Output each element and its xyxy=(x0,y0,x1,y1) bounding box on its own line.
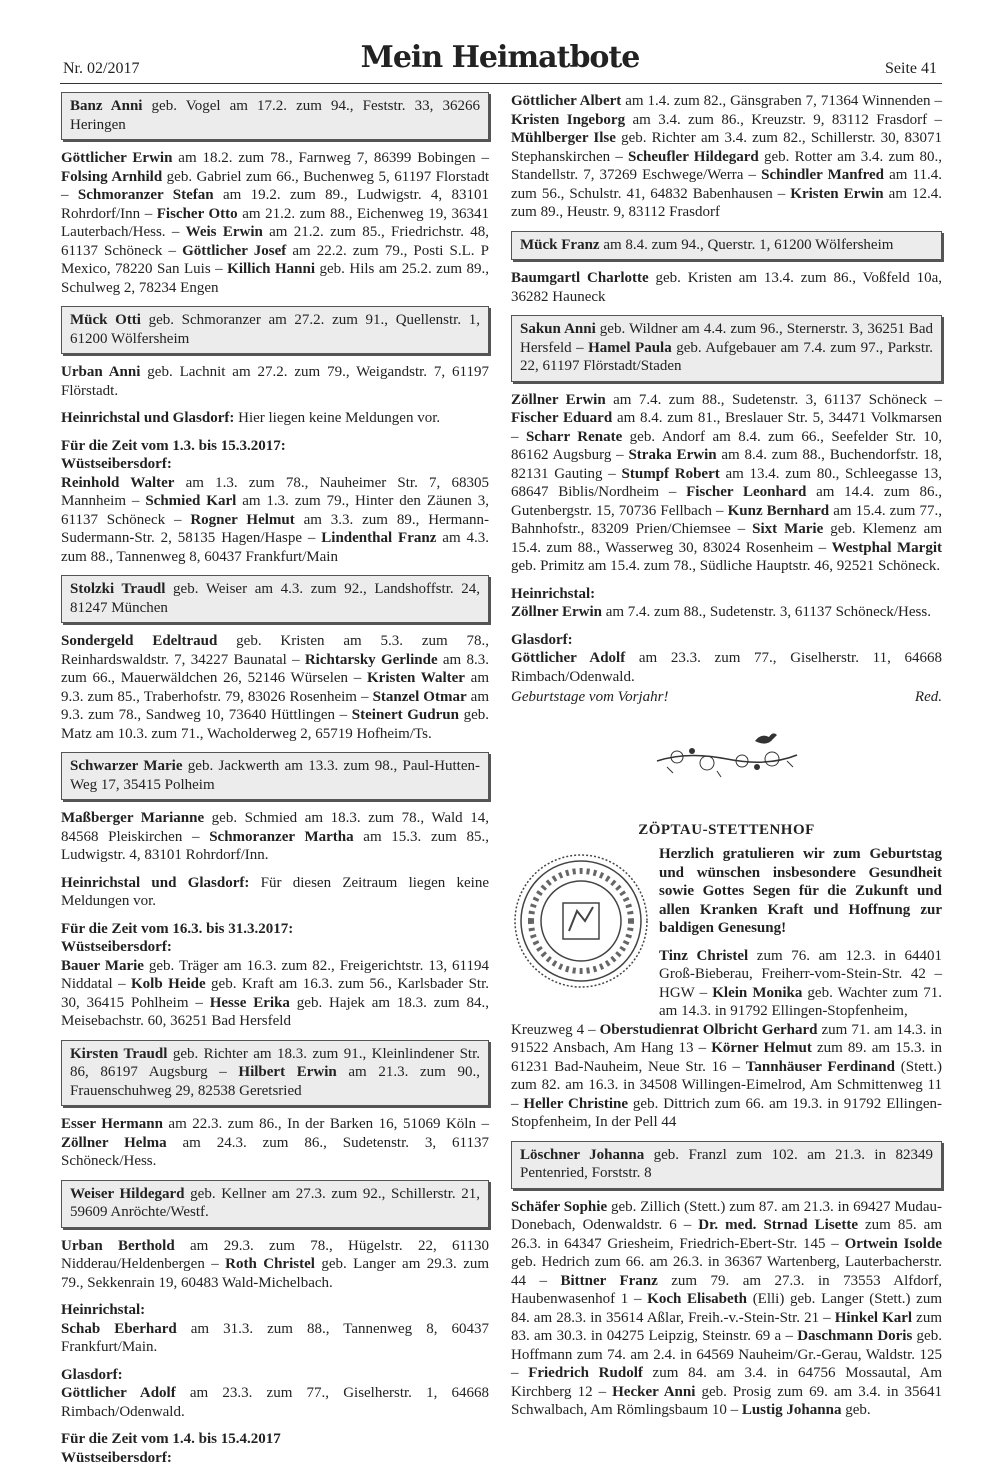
boxed-entry xyxy=(61,752,489,800)
entry-text: geb. Andorf am 8.4. zum 66., Seefelder Str. 10, 86162 Augsburg – xyxy=(511,429,942,464)
entry-paragraph xyxy=(659,947,942,1021)
entry-text: zum 76. am 12.3. in 64401 Groß-Bieberau, Freiherr-vom-Stein-Str. 42 – HGW – xyxy=(659,948,942,1001)
person-name: Daschmann Doris xyxy=(797,1328,912,1344)
entry-text: am 8.4. zum 88., Buchendorfstr. 18, 82131 Gauting – xyxy=(511,447,942,482)
entry-paragraph xyxy=(61,632,489,743)
entry-text: (Elli) geb. Langer (Stett.) zum 84. am 28.3. in 35614 Aßlar, Freih.-v.-Stein-Str. 21 – xyxy=(511,1291,942,1326)
entry-text: am 24.3. zum 86., Sudetenstr. 3, 61137 Schöneck/Hess. xyxy=(61,1135,489,1170)
person-name: Richtarsky Gerlinde xyxy=(305,652,438,668)
person-name: Banz Anni xyxy=(70,98,142,114)
entry-text: geb. Wachter zum 71. am 14.3. in 91792 Ellingen-Stopfenheim, xyxy=(659,985,942,1020)
entry-text: geb. Hoffmann zum 74. am 2.4. in 64569 Nauheim/Gr.-Gerau, Waldstr. 125 – xyxy=(511,1328,942,1381)
entry-text: geb. Kristen am 13.4. zum 86., Voßfeld 10a, 36282 Hauneck xyxy=(511,270,942,305)
person-name: Hecker Anni xyxy=(612,1384,695,1400)
person-name: Kolb Heide xyxy=(131,976,206,992)
entry-text: am 21.2. zum 88., Eichenweg 19, 36341 Lauterbach/Hess. – xyxy=(61,206,489,241)
person-name: Reinhold Walter xyxy=(61,475,174,491)
entry-text: am 3.4. zum 86., Kreuzstr. 9, 83112 Frasdorf – xyxy=(625,112,942,128)
entry-text: geb. Richter am 3.4. zum 82., Schillerstr. 30, 83071 Stephanskirchen – xyxy=(511,130,942,165)
entry-paragraph xyxy=(61,474,489,567)
page-number: Seite 41 xyxy=(885,60,937,78)
person-name: Fischer Leonhard xyxy=(686,484,806,500)
person-name: Schmoranzer Stefan xyxy=(78,187,214,203)
entry-text: geb. Kellner am 27.3. zum 92., Schillerstr. 21, 59609 Anröchte/Westf. xyxy=(70,1186,480,1221)
no-reports-note xyxy=(61,874,489,911)
person-name: Baumgartl Charlotte xyxy=(511,270,649,286)
person-name: Zöllner Helma xyxy=(61,1135,167,1151)
person-name: Stumpf Robert xyxy=(622,466,720,482)
entry-text: geb. Matz am 10.3. zum 71., Wacholderweg 2, 65719 Hofheim/Ts. xyxy=(61,707,489,742)
entry-text: zum 89. am 15.3. in 61231 Bad-Nauheim, Neue Str. 16 – xyxy=(511,1040,942,1075)
person-name: Klein Monika xyxy=(712,985,802,1001)
person-name: Hinkel Karl xyxy=(835,1310,912,1326)
person-name: Urban Berthold xyxy=(61,1238,175,1254)
boxed-entry xyxy=(511,315,942,382)
entry-paragraph xyxy=(61,809,489,865)
entry-text: am 21.2. zum 85., Friedrichstr. 48, 61137 Schöneck – xyxy=(61,224,489,259)
entry-text: geb. Hedrich zum 66. am 26.3. in 36367 Wartenberg, Lauterbacherstr. 44 – xyxy=(511,1254,942,1289)
entry-paragraph xyxy=(511,269,942,306)
person-name: Kristen Erwin xyxy=(790,186,883,202)
entry-text: zum 71. am 14.3. in 91522 Ansbach, Am Hang 13 – xyxy=(511,1022,942,1057)
entry-text: am 3.3. zum 89., Hermann-Sudermann-Str. 2, 58135 Hagen/Haspe – xyxy=(61,512,489,547)
person-name: Heinrichstal und Glasdorf: xyxy=(61,875,249,891)
entry-text: am 7.4. zum 88., Sudetenstr. 3, 61137 Schöneck/Hess. xyxy=(602,604,931,620)
person-name: Mück Franz xyxy=(520,237,600,253)
entry-text: am 9.3. zum 78., Sandweg 10, 73640 Hüttlingen – xyxy=(61,689,489,724)
entry-text: geb. Weiser am 4.3. zum 92., Landshoffstr. 24, 81247 München xyxy=(70,581,480,616)
village-heading: Wüstseibersdorf: xyxy=(61,455,489,474)
entry-text: geb. xyxy=(841,1402,870,1418)
note-text: Geburtstage vom Vorjahr! xyxy=(511,688,669,707)
entry-text: geb. Langer am 29.3. zum 79., Sekkenrain 19, 60483 Wald-Michelbach. xyxy=(61,1256,489,1291)
person-name: Schäfer Sophie xyxy=(511,1199,607,1215)
person-name: Folsing Arnhild xyxy=(61,169,162,185)
entry-text: geb. Hajek am 18.3. zum 84., Meisebachstr. 60, 36251 Bad Hersfeld xyxy=(61,995,489,1030)
entry-text: geb. Prosig zum 69. am 3.4. in 35641 Schwalbach, Am Römlingsbaum 10 – xyxy=(511,1384,942,1419)
entry-text: geb. Hils am 25.2. zum 89., Schulweg 2, 78234 Engen xyxy=(61,261,489,296)
note-signature: Red. xyxy=(915,688,942,707)
person-name: Rogner Helmut xyxy=(190,512,294,528)
village-heading: Glasdorf: xyxy=(61,1366,489,1385)
entry-text: Hier liegen keine Meldungen vor. xyxy=(234,410,440,426)
entry-text: geb. Gabriel zum 66., Buchenweg 5, 61197 Florstadt – xyxy=(61,169,489,204)
entry-paragraph xyxy=(511,1021,942,1132)
person-name: Tannhäuser Ferdinand xyxy=(746,1059,895,1075)
entry-text: geb. Richter am 18.3. zum 91., Kleinlindener Str. 86, 86197 Augsburg – xyxy=(70,1046,480,1081)
entry-text: am 19.2. zum 89., Ludwigstr. 4, 83101 Rohrdorf/Inn – xyxy=(61,187,489,222)
entry-text: am 9.3. zum 85., Traberhofstr. 79, 83026 Rosenheim – xyxy=(61,670,489,705)
right-column xyxy=(511,92,942,1429)
entry-text: am 29.3. zum 78., Hügelstr. 22, 61130 Nidderau/Heldenbergen – xyxy=(61,1238,489,1273)
entry-text: am 31.3. zum 88., Tannenweg 8, 60437 Frankfurt/Main. xyxy=(61,1321,489,1356)
entry-text: am 18.2. zum 78., Farnweg 7, 86399 Bobingen – xyxy=(172,150,489,166)
person-name: Weiser Hildegard xyxy=(70,1186,185,1202)
boxed-entry xyxy=(511,231,942,261)
person-name: Kristen Ingeborg xyxy=(511,112,625,128)
municipal-seal-icon xyxy=(511,851,651,991)
person-name: Sondergeld Edeltraud xyxy=(61,633,217,649)
person-name: Steinert Gudrun xyxy=(352,707,459,723)
entry-text: (Stett.) zum 82. am 16.3. in 34508 Willingen-Eimelrod, Am Schmittenweg 11 – xyxy=(511,1059,942,1112)
entry-text: am 13.4. zum 80., Schleegasse 13, 68647 Biblis/Nordheim – xyxy=(511,466,942,501)
entry-text: geb. Rotter am 3.4. zum 80., Standellstr. 7, 37269 Eschwege/Werra – xyxy=(511,149,942,184)
person-name: Göttlicher Josef xyxy=(182,243,286,259)
entry-text: zum 84. am 3.4. in 64756 Mossautal, Am Kirchberg 12 – xyxy=(511,1365,942,1400)
entry-text: am 1.3. zum 79., Hinter den Zäunen 3, 61137 Schöneck – xyxy=(61,493,489,528)
person-name: Sakun Anni xyxy=(520,321,596,337)
person-name: Stanzel Otmar xyxy=(373,689,467,705)
person-name: Weis Erwin xyxy=(186,224,263,240)
entry-text: geb. Franzl zum 102. am 21.3. in 82349 Pentenried, Forststr. 8 xyxy=(520,1147,933,1182)
person-name: Lindenthal Franz xyxy=(321,530,436,546)
person-name: Westphal Margit xyxy=(832,540,942,556)
entry-text: geb. Schmied am 18.3. zum 78., Wald 14, 84568 Pleiskirchen – xyxy=(61,810,489,845)
floral-bird-icon xyxy=(647,721,807,781)
person-name: Lustig Johanna xyxy=(742,1402,842,1418)
entry-text: am 23.3. zum 77., Giselherstr. 1, 64668 Rimbach/Odenwald. xyxy=(61,1385,489,1420)
boxed-entry xyxy=(511,1141,942,1189)
entry-text: geb. Klemenz am 15.4. zum 88., Wasserweg 30, 83024 Rosenheim – xyxy=(511,521,942,556)
entry-paragraph xyxy=(511,603,942,622)
entry-paragraph xyxy=(511,92,942,222)
person-name: Stolzki Traudl xyxy=(70,581,165,597)
person-name: Schab Eberhard xyxy=(61,1321,177,1337)
entry-text: geb. Schmoranzer am 27.2. zum 91., Quellenstr. 1, 61200 Wölfersheim xyxy=(70,312,480,347)
village-heading: Glasdorf: xyxy=(511,631,942,650)
entry-text: am 22.3. zum 86., In der Barken 16, 51069 Köln – xyxy=(163,1116,489,1132)
entry-paragraph xyxy=(61,1384,489,1421)
boxed-entry xyxy=(61,306,489,354)
person-name: Oberstudienrat Olbricht Gerhard xyxy=(600,1022,818,1038)
person-name: Göttlicher Albert xyxy=(511,93,621,109)
person-name: Schmoranzer Martha xyxy=(209,829,353,845)
entry-text: geb. Aufgebauer am 7.4. zum 97., Parkstr. 22, 61197 Flörstadt/Staden xyxy=(520,340,933,375)
person-name: Göttlicher Adolf xyxy=(511,650,625,666)
entry-text: am 15.4. zum 77., Bahnhofstr., 83209 Prien/Chiemsee – xyxy=(511,503,942,538)
entry-text: zum 85. am 26.3. in 64347 Griesheim, Friedrich-Ebert-Str. 145 – xyxy=(511,1217,942,1252)
entry-text: am 8.4. zum 94., Querstr. 1, 61200 Wölfersheim xyxy=(600,237,894,253)
entry-text: zum 83. am 30.3. in 04275 Leipzig, Steinstr. 69 a – xyxy=(511,1310,942,1345)
entry-text: am 7.4. zum 88., Sudetenstr. 3, 61137 Schöneck – xyxy=(606,392,942,408)
person-name: Koch Elisabeth xyxy=(647,1291,747,1307)
floral-ornament xyxy=(511,721,942,781)
no-reports-note xyxy=(61,409,489,428)
entry-text: geb. Vogel am 17.2. zum 94., Feststr. 33, 36266 Heringen xyxy=(70,98,480,133)
person-name: Heller Christine xyxy=(523,1096,628,1112)
person-name: Hesse Erika xyxy=(210,995,290,1011)
person-name: Fischer Eduard xyxy=(511,410,612,426)
person-name: Sixt Marie xyxy=(752,521,823,537)
entry-text: geb. Träger am 16.3. zum 82., Freigerichtstr. 13, 61194 Niddatal – xyxy=(61,958,489,993)
person-name: Friedrich Rudolf xyxy=(528,1365,643,1381)
village-heading: Wüstseibersdorf: xyxy=(61,938,489,957)
entry-text: Für diesen Zeitraum liegen keine Meldungen vor. xyxy=(61,875,489,910)
entry-text: am 11.4. zum 56., Schulstr. 41, 64832 Babenhausen – xyxy=(511,167,942,202)
entry-text: am 1.3. zum 78., Nauheimer Str. 7, 68305 Mannheim – xyxy=(61,475,489,510)
person-name: Kunz Bernhard xyxy=(728,503,830,519)
person-name: Dr. med. Strnad Lisette xyxy=(698,1217,858,1233)
person-name: Kirsten Traudl xyxy=(70,1046,167,1062)
village-heading: Heinrichstal: xyxy=(61,1301,489,1320)
person-name: Kristen Walter xyxy=(367,670,465,686)
person-name: Göttlicher Adolf xyxy=(61,1385,176,1401)
entry-text: am 22.2. zum 79., Posti S.L. P Mexico, 78220 San Luis – xyxy=(61,243,489,278)
greeting-block xyxy=(511,845,942,1021)
section-title: ZÖPTAU-STETTENHOF xyxy=(511,821,942,840)
person-name: Zöllner Erwin xyxy=(511,392,606,408)
entry-text: am 15.3. zum 85., Ludwigstr. 4, 83101 Rohrdorf/Inn. xyxy=(61,829,489,864)
village-heading: Heinrichstal: xyxy=(511,585,942,604)
village-heading: Wüstseibersdorf: xyxy=(61,1449,489,1467)
person-name: Scheufler Hildegard xyxy=(628,149,759,165)
period-heading: Für die Zeit vom 1.4. bis 15.4.2017 xyxy=(61,1430,489,1449)
entry-text: geb. Dittrich zum 66. am 19.3. in 91792 Ellingen-Stopfenheim, In der Pell 44 xyxy=(511,1096,942,1131)
person-name: Schmied Karl xyxy=(145,493,236,509)
entry-text: geb. Kraft am 16.3. zum 56., Karlsbader Str. 30, 36415 Pohlheim – xyxy=(61,976,489,1011)
person-name: Hilbert Erwin xyxy=(238,1064,336,1080)
person-name: Heinrichstal und Glasdorf: xyxy=(61,410,234,426)
entry-text: geb. Wildner am 4.4. zum 96., Sternerstr. 3, 36251 Bad Hersfeld – xyxy=(520,321,933,356)
left-column xyxy=(61,92,489,1467)
entry-text: zum 79. am 27.3. in 73553 Alfdorf, Haubenwasenhof 1 – xyxy=(511,1273,942,1308)
person-name: Tinz Christel xyxy=(659,948,748,964)
editor-note xyxy=(511,688,942,707)
person-name: Straka Erwin xyxy=(628,447,716,463)
entry-paragraph xyxy=(61,1237,489,1293)
person-name: Urban Anni xyxy=(61,364,140,380)
entry-text: geb. Kristen am 5.3. zum 78., Reinhardswaldstr. 7, 34227 Baunatal – xyxy=(61,633,489,668)
entry-paragraph xyxy=(61,957,489,1031)
entry-text: am 8.3. zum 66., Mauerwäldchen 26, 52146 Würselen – xyxy=(61,652,489,687)
entry-text: Kreuzweg 4 – xyxy=(511,1022,600,1038)
entry-paragraph xyxy=(511,1198,942,1420)
entry-text: geb. Primitz am 15.4. zum 78., Südliche Hauptstr. 46, 92521 Schöneck. xyxy=(511,558,940,574)
person-name: Bittner Franz xyxy=(560,1273,657,1289)
person-name: Fischer Otto xyxy=(157,206,238,222)
entry-text: geb. Zillich (Stett.) zum 87. am 21.3. in 69427 Mudau-Donebach, Odenwaldstr. 6 – xyxy=(511,1199,942,1234)
person-name: Göttlicher Erwin xyxy=(61,150,172,166)
greeting-text: Herzlich gratulieren wir zum Geburtstag und wünschen insbesondere Gesundheit sowie Gottes Segen für die Zukunft und allen Kranken Kraft und Hoffnung zur baldigen Genesung! xyxy=(659,845,942,938)
entry-text: am 14.4. zum 86., Gutenbergstr. 15, 70736 Fellbach – xyxy=(511,484,942,519)
person-name: Löschner Johanna xyxy=(520,1147,644,1163)
masthead-logo: Mein Heimatbote xyxy=(0,40,1000,75)
person-name: Schindler Manfred xyxy=(761,167,884,183)
boxed-entry xyxy=(61,92,489,140)
person-name: Roth Christel xyxy=(225,1256,315,1272)
boxed-entry xyxy=(61,1040,489,1107)
entry-text: geb. Lachnit am 27.2. zum 79., Weigandstr. 7, 61197 Flörstadt. xyxy=(61,364,489,399)
person-name: Schwarzer Marie xyxy=(70,758,182,774)
entry-paragraph xyxy=(61,1115,489,1171)
entry-text: am 21.3. zum 90., Frauenschuhweg 29, 82538 Geretsried xyxy=(70,1064,480,1099)
header-rule xyxy=(60,83,942,84)
person-name: Mück Otti xyxy=(70,312,141,328)
entry-paragraph xyxy=(61,149,489,297)
boxed-entry xyxy=(61,1180,489,1228)
entry-text: am 12.4. zum 89., Heustr. 9, 83112 Frasdorf xyxy=(511,186,942,221)
entry-paragraph xyxy=(61,363,489,400)
person-name: Ortwein Isolde xyxy=(845,1236,942,1252)
entry-paragraph xyxy=(511,649,942,686)
person-name: Esser Hermann xyxy=(61,1116,163,1132)
person-name: Zöllner Erwin xyxy=(511,604,602,620)
person-name: Hamel Paula xyxy=(588,340,672,356)
person-name: Maßberger Marianne xyxy=(61,810,204,826)
entry-text: am 23.3. zum 77., Giselherstr. 11, 64668 Rimbach/Odenwald. xyxy=(511,650,942,685)
entry-text: am 4.3. zum 88., Tannenweg 8, 60437 Frankfurt/Main xyxy=(61,530,489,565)
issue-number: Nr. 02/2017 xyxy=(63,60,139,78)
boxed-entry xyxy=(61,575,489,623)
period-heading: Für die Zeit vom 1.3. bis 15.3.2017: xyxy=(61,437,489,456)
entry-text: am 1.4. zum 82., Gänsgraben 7, 71364 Winnenden – xyxy=(621,93,942,109)
entry-text: am 8.4. zum 81., Breslauer Str. 5, 34471 Volkmarsen – xyxy=(511,410,942,445)
person-name: Mühlberger Ilse xyxy=(511,130,616,146)
person-name: Bauer Marie xyxy=(61,958,144,974)
entry-paragraph xyxy=(61,1320,489,1357)
period-heading: Für die Zeit vom 16.3. bis 31.3.2017: xyxy=(61,920,489,939)
entry-paragraph xyxy=(511,391,942,576)
person-name: Killich Hanni xyxy=(227,261,315,277)
person-name: Scharr Renate xyxy=(526,429,622,445)
person-name: Körner Helmut xyxy=(711,1040,812,1056)
entry-text: geb. Jackwerth am 13.3. zum 98., Paul-Hutten-Weg 17, 35415 Polheim xyxy=(70,758,480,793)
